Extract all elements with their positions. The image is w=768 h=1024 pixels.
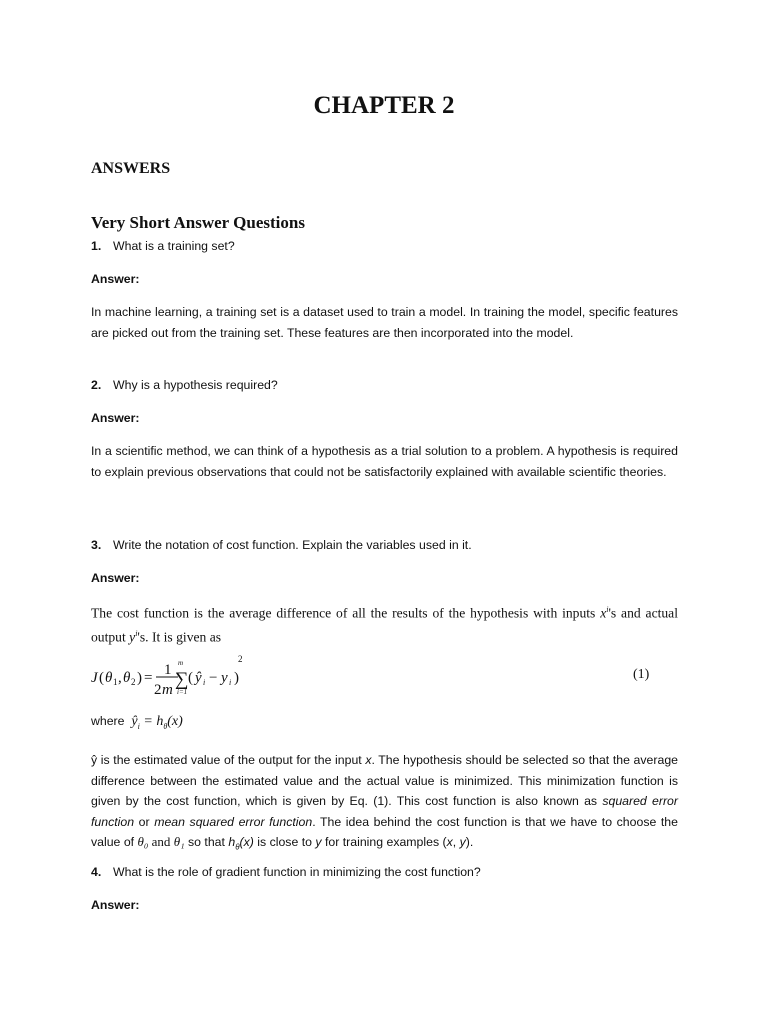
question-number: 1. [91, 239, 102, 253]
section-heading: Very Short Answer Questions [91, 213, 305, 232]
svg-text:1: 1 [164, 662, 172, 678]
answer-label: Answer: [91, 898, 140, 912]
answer-label: Answer: [91, 571, 140, 585]
cost-function-equation [88, 652, 258, 700]
answers-heading: ANSWERS [91, 160, 171, 177]
svg-text:i: i [229, 678, 232, 687]
answer-label: Answer: [91, 272, 140, 286]
svg-text:m: m [178, 659, 184, 667]
svg-text:2: 2 [238, 654, 243, 664]
question-text: Write the notation of cost function. Explain the variables used in it. [113, 538, 472, 552]
answer-1-text: In machine learning, a training set is a dataset used to train a model. In training the model, specific features are picked out from the training set. These features are then incorporated into the model. [91, 305, 678, 340]
question-text: Why is a hypothesis required? [113, 378, 278, 392]
question-1 [91, 236, 235, 256]
question-4 [91, 862, 481, 882]
question-number: 3. [91, 538, 102, 552]
svg-text:(: ( [188, 670, 193, 686]
question-3 [91, 535, 472, 555]
svg-text:θ: θ [105, 670, 113, 686]
where-clause [91, 714, 183, 731]
where-label: where [91, 714, 125, 728]
answer-2-text: In a scientific method, we can think of a hypothesis as a trial solution to a problem. A hypothesis is required to explain previous observations that could not be satisfactorily explained with available scientific theories. [91, 444, 678, 479]
question-text: What is a training set? [113, 239, 235, 253]
svg-text:ŷ: ŷ [195, 670, 202, 686]
svg-text:=: = [144, 670, 153, 686]
svg-text:y: y [221, 670, 228, 686]
svg-text:1: 1 [113, 677, 118, 687]
svg-text:m: m [162, 682, 173, 698]
equation-number: (1) [633, 667, 650, 682]
hypothesis-definition: $ŷ_i = h_\theta(x)$ [127, 714, 183, 731]
svg-text:(: ( [99, 670, 104, 686]
question-2 [91, 375, 278, 395]
answer-label: Answer: [91, 411, 140, 425]
svg-text:i=1: i=1 [177, 688, 188, 696]
question-text: What is the role of gradient function in minimizing the cost function? [113, 865, 481, 879]
question-number: 2. [91, 378, 102, 392]
svg-text:): ) [234, 670, 239, 686]
chapter-title: CHAPTER 2 [313, 92, 455, 119]
answer-3-explanation: ŷ is the estimated value of the output for the input x. The hypothesis should be selected so that the average difference between the estimated value and the actual value is minimized. This minimization function is given by the cost function, which is given by Eq. (1). This cost function is also known as squared error function or mean squared error function. The idea behind the cost function is that we have to choose the value of θ₀ and θ₁ so that $h_\theta(x)$ is close to y for training examples (x, y). [91, 753, 678, 852]
svg-text:2: 2 [131, 677, 136, 687]
svg-text:∑: ∑ [175, 669, 189, 690]
svg-text:2: 2 [154, 682, 162, 698]
svg-text:J: J [91, 670, 98, 686]
question-number: 4. [91, 865, 102, 879]
svg-text:i: i [203, 678, 206, 687]
svg-text:−: − [209, 670, 218, 686]
svg-text:θ: θ [123, 670, 131, 686]
answer-3-intro: The cost function is the average difference of all the results of the hypothesis with inputs $x^i's$ and actual output $y^i's$. It is given as [91, 605, 678, 645]
svg-text:,: , [118, 670, 122, 686]
svg-text:): ) [137, 670, 142, 686]
